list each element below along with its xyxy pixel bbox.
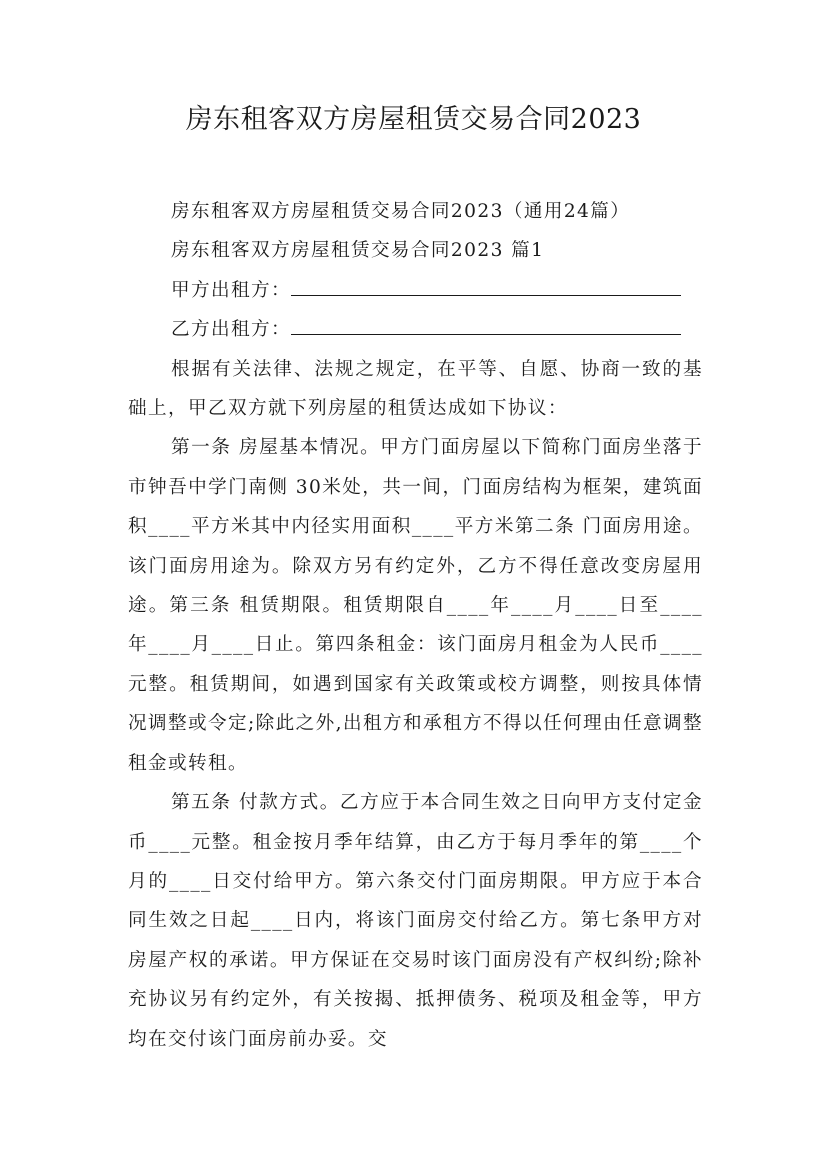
document-subtitle: 房东租客双方房屋租赁交易合同2023（通用24篇） [171, 201, 631, 222]
paragraph-articles-1-4: 第一条 房屋基本情况。甲方门面房屋以下简称门面房坐落于市钟吾中学门南侧 30米处，共一间，门面房结构为框架，建筑面积____平方米其中内径实用面积____平方米第二条 门面房用途。该门面房用途为。除双方另有约定外，乙方不得任意改变房屋用途。第三条 租赁期限。租赁期限自____年____月____日至____年____月____日止。第四条租金：该门面房月租金为人民币____元整。租赁期间，如遇到国家有关政策或校方调整，则按具体情况调整或令定;除此之外,出租方和承租方不得以任何理由任意调整租金或转租。 [128, 437, 703, 774]
party-b-blank [291, 312, 681, 335]
party-b-line [128, 310, 703, 349]
section-heading: 房东租客双方房屋租赁交易合同2023 篇1 [171, 240, 545, 262]
party-b-label: 乙方出租方： [171, 319, 291, 341]
document-title: 房东租客双方房屋租赁交易合同2023 [185, 104, 642, 135]
paragraph-articles-5-7: 第五条 付款方式。乙方应于本合同生效之日向甲方支付定金币____元整。租金按月季年结算，由乙方于每月季年的第____个月的____日交付给甲方。第六条交付门面房期限。甲方应于本合同生效之日起____日内，将该门面房交付给乙方。第七条甲方对房屋产权的承诺。甲方保证在交易时该门面房没有产权纠纷;除补充协议另有约定外，有关按揭、抵押债务、税项及租金等，甲方均在交付该门面房前办妥。交 [128, 792, 703, 1050]
paragraph-preamble: 根据有关法律、法规之规定，在平等、自愿、协商一致的基础上，甲乙双方就下列房屋的租赁达成如下协议： [128, 358, 703, 420]
document-body [128, 192, 703, 1059]
party-a-line [128, 271, 703, 310]
party-a-label: 甲方出租方： [171, 279, 291, 301]
party-a-blank [291, 273, 681, 296]
